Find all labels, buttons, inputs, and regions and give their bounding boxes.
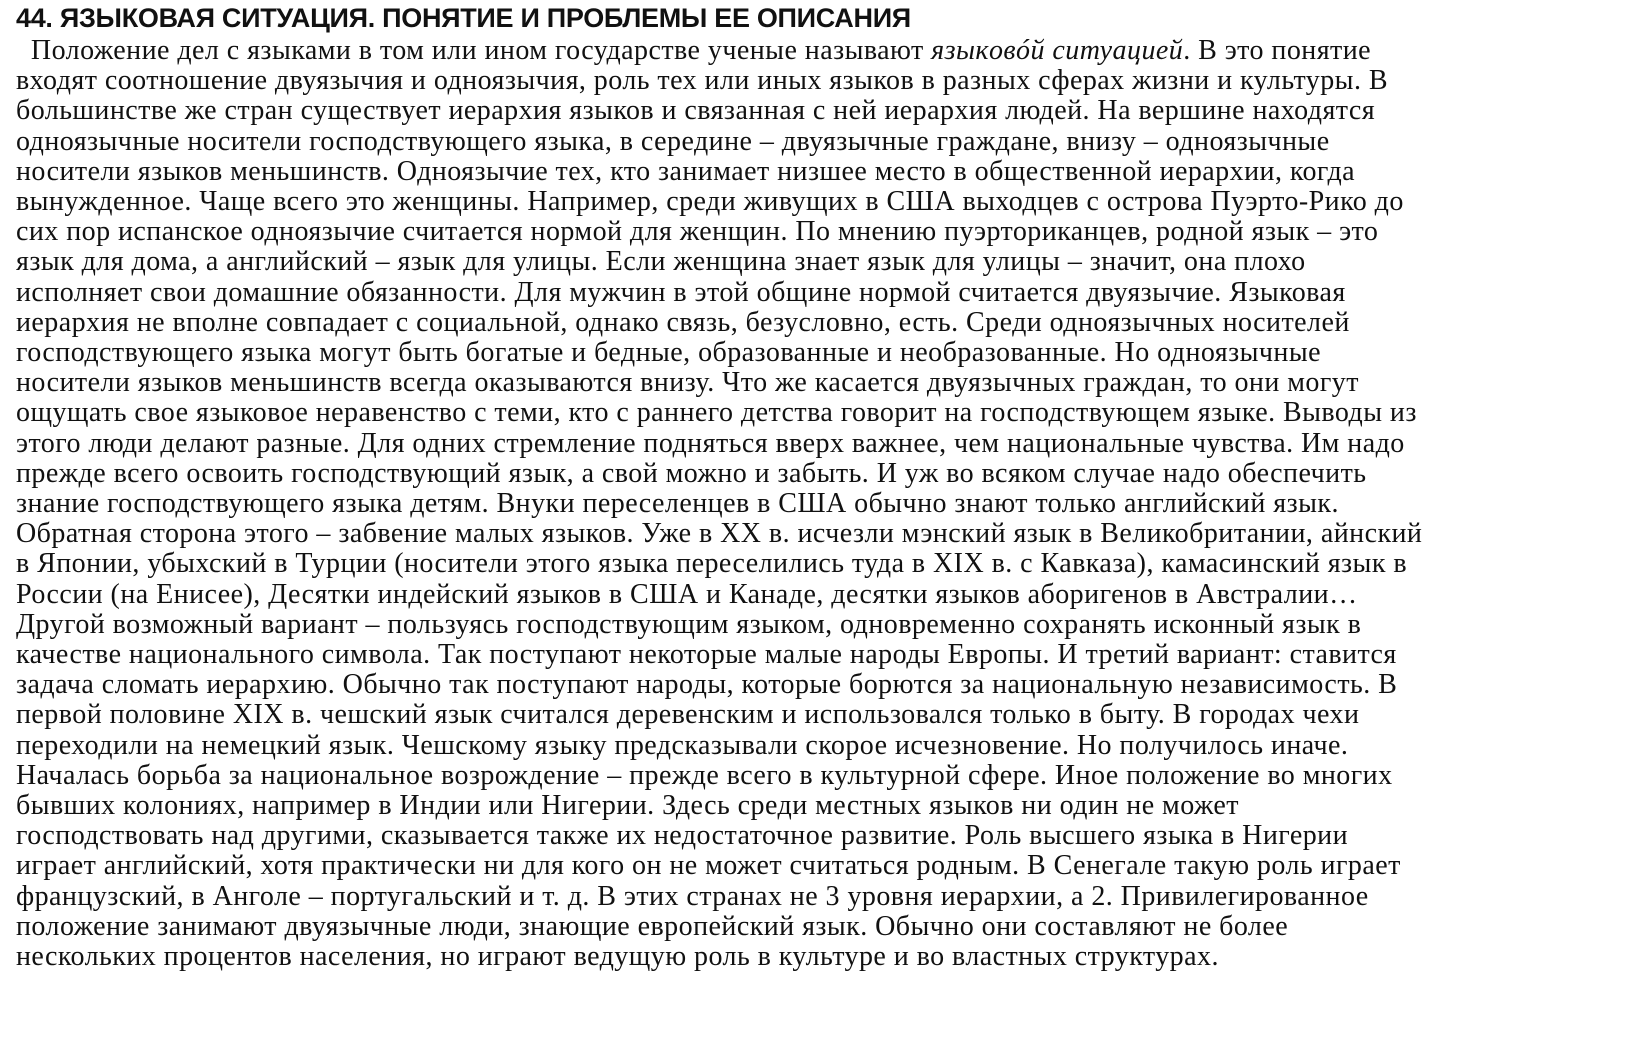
text-line: в Японии, убыхский в Турции (носители этого языка переселились туда в XIX в. с Кавказа), камасинский язык в	[16, 548, 1407, 580]
text-line: играет английский, хотя практически ни для кого он не может считаться родным. В Сенегале такую роль играет	[16, 850, 1401, 882]
text-line: нескольких процентов населения, но играют ведущую роль в культуре и во властных структурах.	[16, 941, 1219, 973]
text-line: одноязычные носители господствующего языка, в середине – двуязычные граждане, внизу – одноязычные	[16, 125, 1330, 157]
text-line: задача сломать иерархию. Обычно так поступают народы, которые борются за национальную независимость. В	[16, 669, 1398, 701]
document-body	[16, 36, 1422, 972]
text-line: Другой возможный вариант – пользуясь господствующим языком, одновременно сохранять исконный язык в	[16, 608, 1362, 640]
text-line: французский, в Анголе – португальский и т. д. В этих странах не 3 уровня иерархии, а 2. Привилегированное	[16, 880, 1369, 912]
text-line: Обратная сторона этого – забвение малых языков. Уже в XX в. исчезли мэнский язык в Великобритании, айнский	[16, 518, 1423, 550]
text-line: входят соотношение двуязычия и одноязычия, роль тех или иных языков в разных сферах жизни и культуры. В	[16, 65, 1388, 97]
text-segment: Положение дел с языками в том или ином государстве ученые называют	[16, 35, 932, 66]
text-line: качестве национального символа. Так поступают некоторые малые народы Европы. И третий вариант: ставится	[16, 639, 1397, 671]
text-line: России (на Енисее), Десятки индейский языков в США и Канаде, десятки языков аборигенов в Австралии…	[16, 578, 1358, 610]
text-line: господствующего языка могут быть богатые и бедные, образованные и необразованные. Но одноязычные	[16, 337, 1322, 369]
text-line: исполняет свои домашние обязанности. Для мужчин в этой общине нормой считается двуязычие. Языковая	[16, 276, 1346, 308]
text-line: знание господствующего языка детям. Внуки переселенцев в США обычно знают только английский язык.	[16, 488, 1339, 520]
text-line: носители языков меньшинств. Одноязычие тех, кто занимает низшее место в общественной иерархии, когда	[16, 155, 1356, 187]
page-title: 44. ЯЗЫКОВАЯ СИТУАЦИЯ. ПОНЯТИЕ И ПРОБЛЕМЫ ЕЕ ОПИСАНИЯ	[16, 3, 911, 33]
text-line: господствовать над другими, сказывается также их недостаточное развитие. Роль высшего языка в Нигерии	[16, 820, 1349, 852]
text-line: иерархия не вполне совпадает с социальной, однако связь, безусловно, есть. Среди одноязычных носителей	[16, 306, 1350, 338]
text-line: сих пор испанское одноязычие считается нормой для женщин. По мнению пуэрториканцев, родной язык – это	[16, 216, 1379, 248]
text-line: вынужденное. Чаще всего это женщины. Например, среди живущих в США выходцев с острова Пуэрто-Рико до	[16, 186, 1404, 218]
text-line: переходили на немецкий язык. Чешскому языку предсказывали скорое исчезновение. Но получилось иначе.	[16, 729, 1349, 761]
text-line	[16, 36, 1422, 66]
text-line: большинстве же стран существует иерархия языков и связанная с ней иерархия людей. На вершине находятся	[16, 95, 1376, 127]
text-line: ощущать свое языковое неравенство с теми, кто с раннего детства говорит на господствующем языке. Выводы из	[16, 397, 1417, 429]
italic-term: языкoвóй ситуацией	[931, 35, 1184, 66]
text-line: носители языков меньшинств всегда оказываются внизу. Что же касается двуязычных граждан, то они могут	[16, 367, 1359, 399]
text-segment: . В это понятие	[1183, 35, 1372, 66]
text-line: этого люди делают разные. Для одних стремление подняться вверх важнее, чем национальные чувства. Им надо	[16, 427, 1405, 459]
text-line: прежде всего освоить господствующий язык, а свой можно и забыть. И уж во всяком случае надо обеспечить	[16, 457, 1367, 489]
text-line: бывших колониях, например в Индии или Нигерии. Здесь среди местных языков ни один не может	[16, 790, 1239, 822]
text-line: первой половине XIX в. чешский язык считался деревенским и использовался только в быту. В городах чехи	[16, 699, 1360, 731]
text-line: Началась борьба за национальное возрождение – прежде всего в культурной сфере. Иное положение во многих	[16, 759, 1393, 791]
text-line: положение занимают двуязычные люди, знающие европейский язык. Обычно они составляют не более	[16, 910, 1289, 942]
paragraph-lines	[16, 66, 1422, 972]
text-line: язык для дома, а английский – язык для улицы. Если женщина знает язык для улицы – значит, она плохо	[16, 246, 1306, 278]
